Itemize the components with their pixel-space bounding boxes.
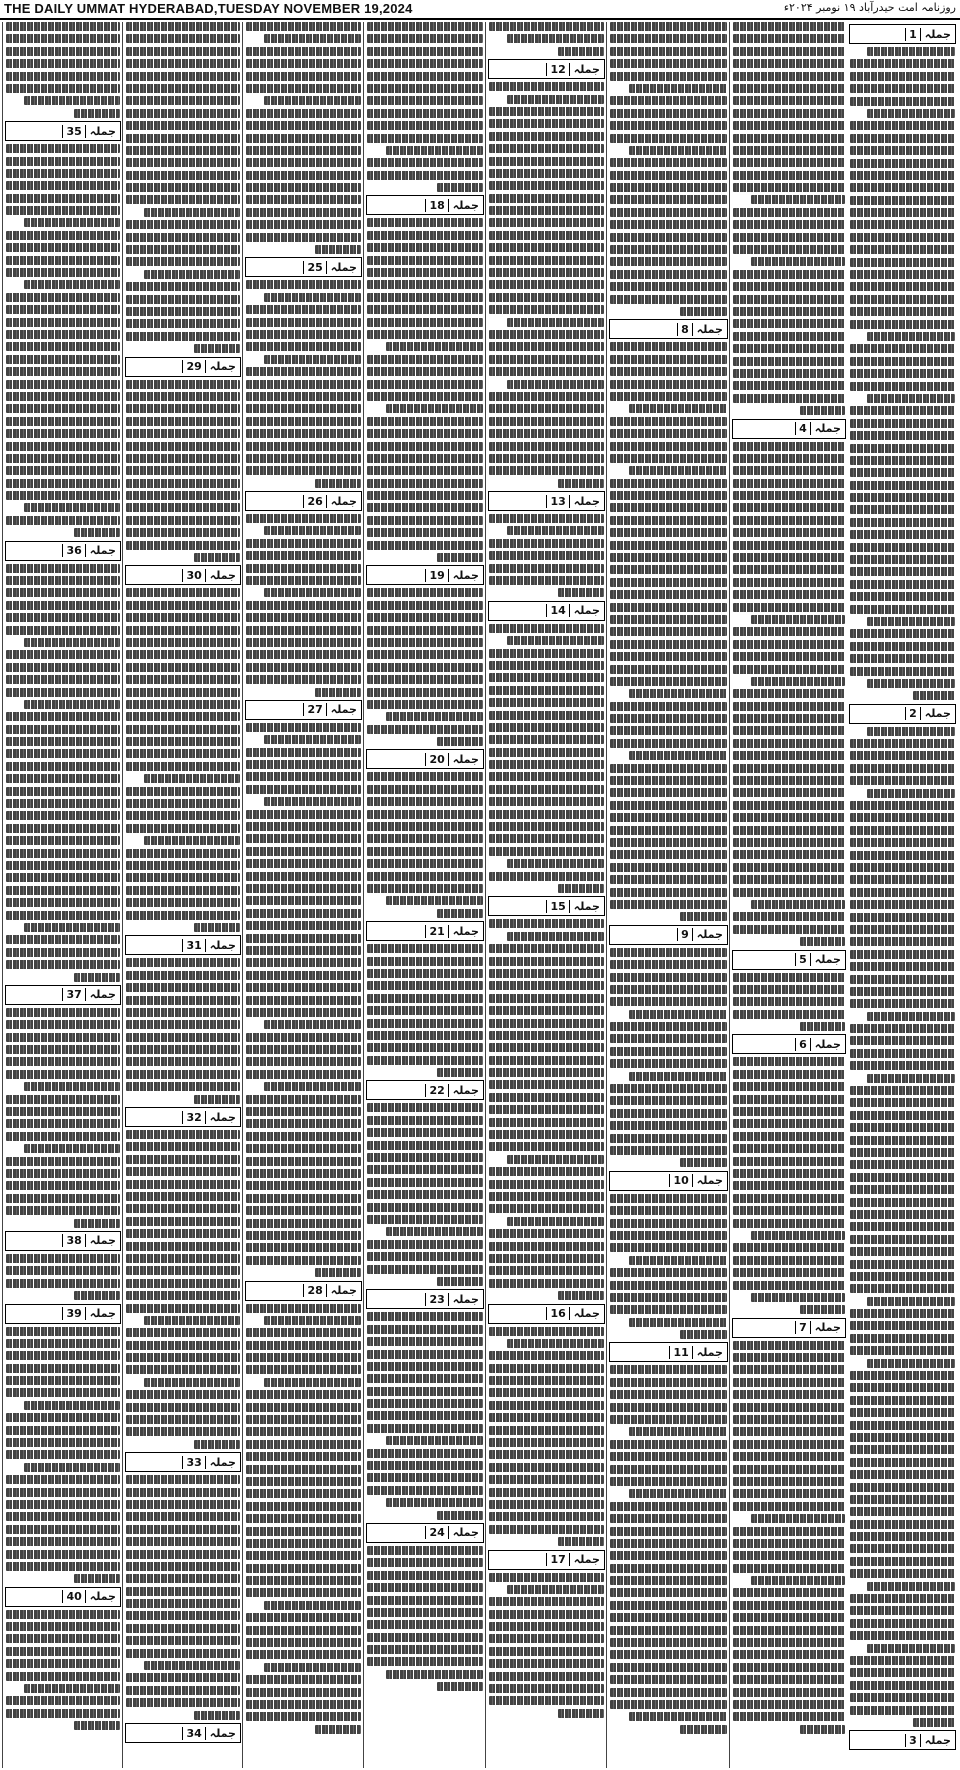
article-text [850, 47, 955, 700]
section-number: جملہ [326, 703, 361, 716]
section-number-value: 18 [425, 199, 447, 212]
section-number: جملہ [448, 569, 483, 582]
section-header [245, 700, 362, 720]
article-text [367, 22, 483, 192]
section-number-value: 19 [425, 569, 447, 582]
article-text [6, 1610, 120, 1731]
section-number: جملہ [692, 323, 727, 336]
section-number-value: 25 [303, 261, 325, 274]
column-6 [242, 22, 364, 1768]
section-number: جملہ [569, 1307, 604, 1320]
section-number-value: 21 [425, 925, 447, 938]
section-number: جملہ [205, 1727, 240, 1740]
article-text [246, 723, 361, 1277]
section-number: جملہ [692, 928, 727, 941]
section-number-value: 10 [669, 1174, 691, 1187]
section-number-value: 35 [62, 125, 84, 138]
section-header [732, 950, 846, 970]
article-text [246, 514, 361, 696]
article-text [489, 82, 604, 488]
article-text [733, 1057, 845, 1314]
article-text [610, 948, 727, 1168]
article-text [610, 1365, 727, 1733]
section-header [125, 1452, 241, 1472]
section-number: جملہ [692, 1346, 727, 1359]
section-number: جملہ [810, 1038, 845, 1051]
article-text [367, 588, 483, 746]
section-number: جملہ [569, 604, 604, 617]
article-text [489, 1327, 604, 1547]
section-number-value: 24 [425, 1526, 447, 1539]
section-header [245, 491, 362, 511]
section-number: جملہ [569, 495, 604, 508]
section-number: جملہ [85, 1307, 120, 1320]
section-number: جملہ [448, 753, 483, 766]
section-number-value: 11 [669, 1346, 691, 1359]
section-number-value: 39 [62, 1307, 84, 1320]
article-text [489, 919, 604, 1300]
section-header [488, 59, 605, 79]
section-number-value: 30 [182, 569, 204, 582]
section-number-value: 5 [795, 953, 810, 966]
section-header [5, 1304, 121, 1324]
article-text [367, 772, 483, 917]
masthead [0, 0, 960, 20]
column-4 [485, 22, 607, 1768]
section-number: جملہ [326, 495, 361, 508]
section-number: جملہ [920, 707, 955, 720]
column-8 [2, 22, 123, 1768]
section-header [125, 1107, 241, 1127]
section-number-value: 9 [677, 928, 692, 941]
section-header [245, 1281, 362, 1301]
article-text [733, 442, 845, 947]
article-text [610, 1194, 727, 1339]
column-7 [122, 22, 243, 1768]
section-header [366, 195, 484, 215]
article-text [367, 1103, 483, 1285]
section-header [849, 1730, 956, 1750]
article-text [733, 22, 845, 415]
article-text [126, 380, 240, 562]
newspaper-page [2, 22, 958, 1768]
article-text [246, 280, 361, 487]
section-number: جملہ [205, 360, 240, 373]
section-number-value: 31 [182, 939, 204, 952]
section-header [488, 1550, 605, 1570]
section-header [366, 1289, 484, 1309]
article-text [367, 1312, 483, 1519]
article-text [489, 624, 604, 893]
section-number: جملہ [205, 1456, 240, 1469]
section-header [609, 1342, 728, 1362]
section-number: جملہ [85, 988, 120, 1001]
section-number-value: 40 [62, 1590, 84, 1603]
article-text [489, 1573, 604, 1718]
section-number-value: 8 [677, 323, 692, 336]
section-number-value: 29 [182, 360, 204, 373]
section-number: جملہ [205, 939, 240, 952]
masthead-title: THE DAILY UMMAT HYDERABAD,TUESDAY NOVEMBER 19,2024 [4, 1, 413, 16]
section-number-value: 38 [62, 1234, 84, 1247]
article-text [246, 22, 361, 254]
section-header [732, 1318, 846, 1338]
article-text [6, 144, 120, 537]
column-5 [363, 22, 486, 1768]
section-number-value: 6 [795, 1038, 810, 1051]
section-number: جملہ [448, 1084, 483, 1097]
section-number: جملہ [448, 1526, 483, 1539]
section-number: جملہ [205, 569, 240, 582]
section-header [366, 921, 484, 941]
article-text [126, 1475, 240, 1719]
section-number-value: 27 [303, 703, 325, 716]
section-header [609, 1171, 728, 1191]
section-header [609, 925, 728, 945]
article-text [733, 1341, 845, 1734]
section-number: جملہ [569, 1553, 604, 1566]
article-text [610, 22, 727, 316]
article-text [610, 342, 727, 921]
section-header [488, 896, 605, 916]
section-number: جملہ [205, 1111, 240, 1124]
section-number-value: 15 [546, 900, 568, 913]
section-number-value: 36 [62, 544, 84, 557]
section-number: جملہ [569, 63, 604, 76]
section-number: جملہ [569, 900, 604, 913]
section-number: جملہ [920, 28, 955, 41]
article-text [6, 1008, 120, 1228]
article-text [489, 22, 604, 56]
section-header [125, 1723, 241, 1743]
section-number: جملہ [85, 1590, 120, 1603]
article-text [246, 1304, 361, 1734]
section-number-value: 17 [546, 1553, 568, 1566]
section-header [366, 1080, 484, 1100]
section-number-value: 33 [182, 1456, 204, 1469]
section-header [488, 1304, 605, 1324]
section-header [366, 749, 484, 769]
section-number-value: 22 [425, 1084, 447, 1097]
section-number-value: 7 [795, 1321, 810, 1334]
section-number: جملہ [448, 925, 483, 938]
section-header [609, 319, 728, 339]
section-header [5, 1587, 121, 1607]
section-header [366, 565, 484, 585]
section-number: جملہ [85, 544, 120, 557]
section-number-value: 37 [62, 988, 84, 1001]
article-text [367, 1546, 483, 1691]
column-1 [847, 22, 958, 1768]
section-header [5, 985, 121, 1005]
section-number-value: 12 [546, 63, 568, 76]
article-text [850, 727, 955, 1727]
section-header [732, 1034, 846, 1054]
section-number: جملہ [85, 125, 120, 138]
section-number: جملہ [85, 1234, 120, 1247]
article-text [126, 22, 240, 353]
article-text [489, 514, 604, 597]
section-number: جملہ [920, 1734, 955, 1747]
article-text [6, 564, 120, 982]
section-header [125, 565, 241, 585]
section-number: جملہ [326, 261, 361, 274]
article-text [6, 1327, 120, 1584]
section-number-value: 13 [546, 495, 568, 508]
section-number: جملہ [810, 422, 845, 435]
section-number-value: 32 [182, 1111, 204, 1124]
section-header [245, 257, 362, 277]
column-3 [606, 22, 730, 1768]
section-header [488, 491, 605, 511]
article-text [126, 958, 240, 1103]
section-number-value: 20 [425, 753, 447, 766]
section-number: جملہ [326, 1284, 361, 1297]
article-text [367, 218, 483, 562]
section-header [5, 121, 121, 141]
section-number: جملہ [692, 1174, 727, 1187]
section-number: جملہ [810, 1321, 845, 1334]
section-number-value: 1 [905, 28, 920, 41]
section-header [732, 419, 846, 439]
section-number-value: 28 [303, 1284, 325, 1297]
section-header [849, 24, 956, 44]
section-number-value: 23 [425, 1293, 447, 1306]
section-header [125, 935, 241, 955]
section-number: جملہ [448, 1293, 483, 1306]
article-text [126, 588, 240, 932]
column-2 [729, 22, 848, 1768]
section-header [366, 1523, 484, 1543]
article-text [367, 944, 483, 1077]
section-header [125, 357, 241, 377]
article-text [6, 22, 120, 118]
article-text [126, 1130, 240, 1449]
section-number-value: 14 [546, 604, 568, 617]
section-number-value: 34 [182, 1727, 204, 1740]
masthead-date-urdu: روزنامہ امت حیدرآباد ۱۹ نومبر ۲۰۲۴ء [783, 1, 956, 14]
section-number-value: 4 [795, 422, 810, 435]
section-number-value: 2 [905, 707, 920, 720]
section-number: جملہ [448, 199, 483, 212]
section-header [488, 601, 605, 621]
section-number: جملہ [810, 953, 845, 966]
section-number-value: 16 [546, 1307, 568, 1320]
section-header [5, 541, 121, 561]
section-number-value: 3 [905, 1734, 920, 1747]
section-header [849, 704, 956, 724]
article-text [733, 973, 845, 1032]
article-text [6, 1254, 120, 1300]
section-number-value: 26 [303, 495, 325, 508]
section-header [5, 1231, 121, 1251]
